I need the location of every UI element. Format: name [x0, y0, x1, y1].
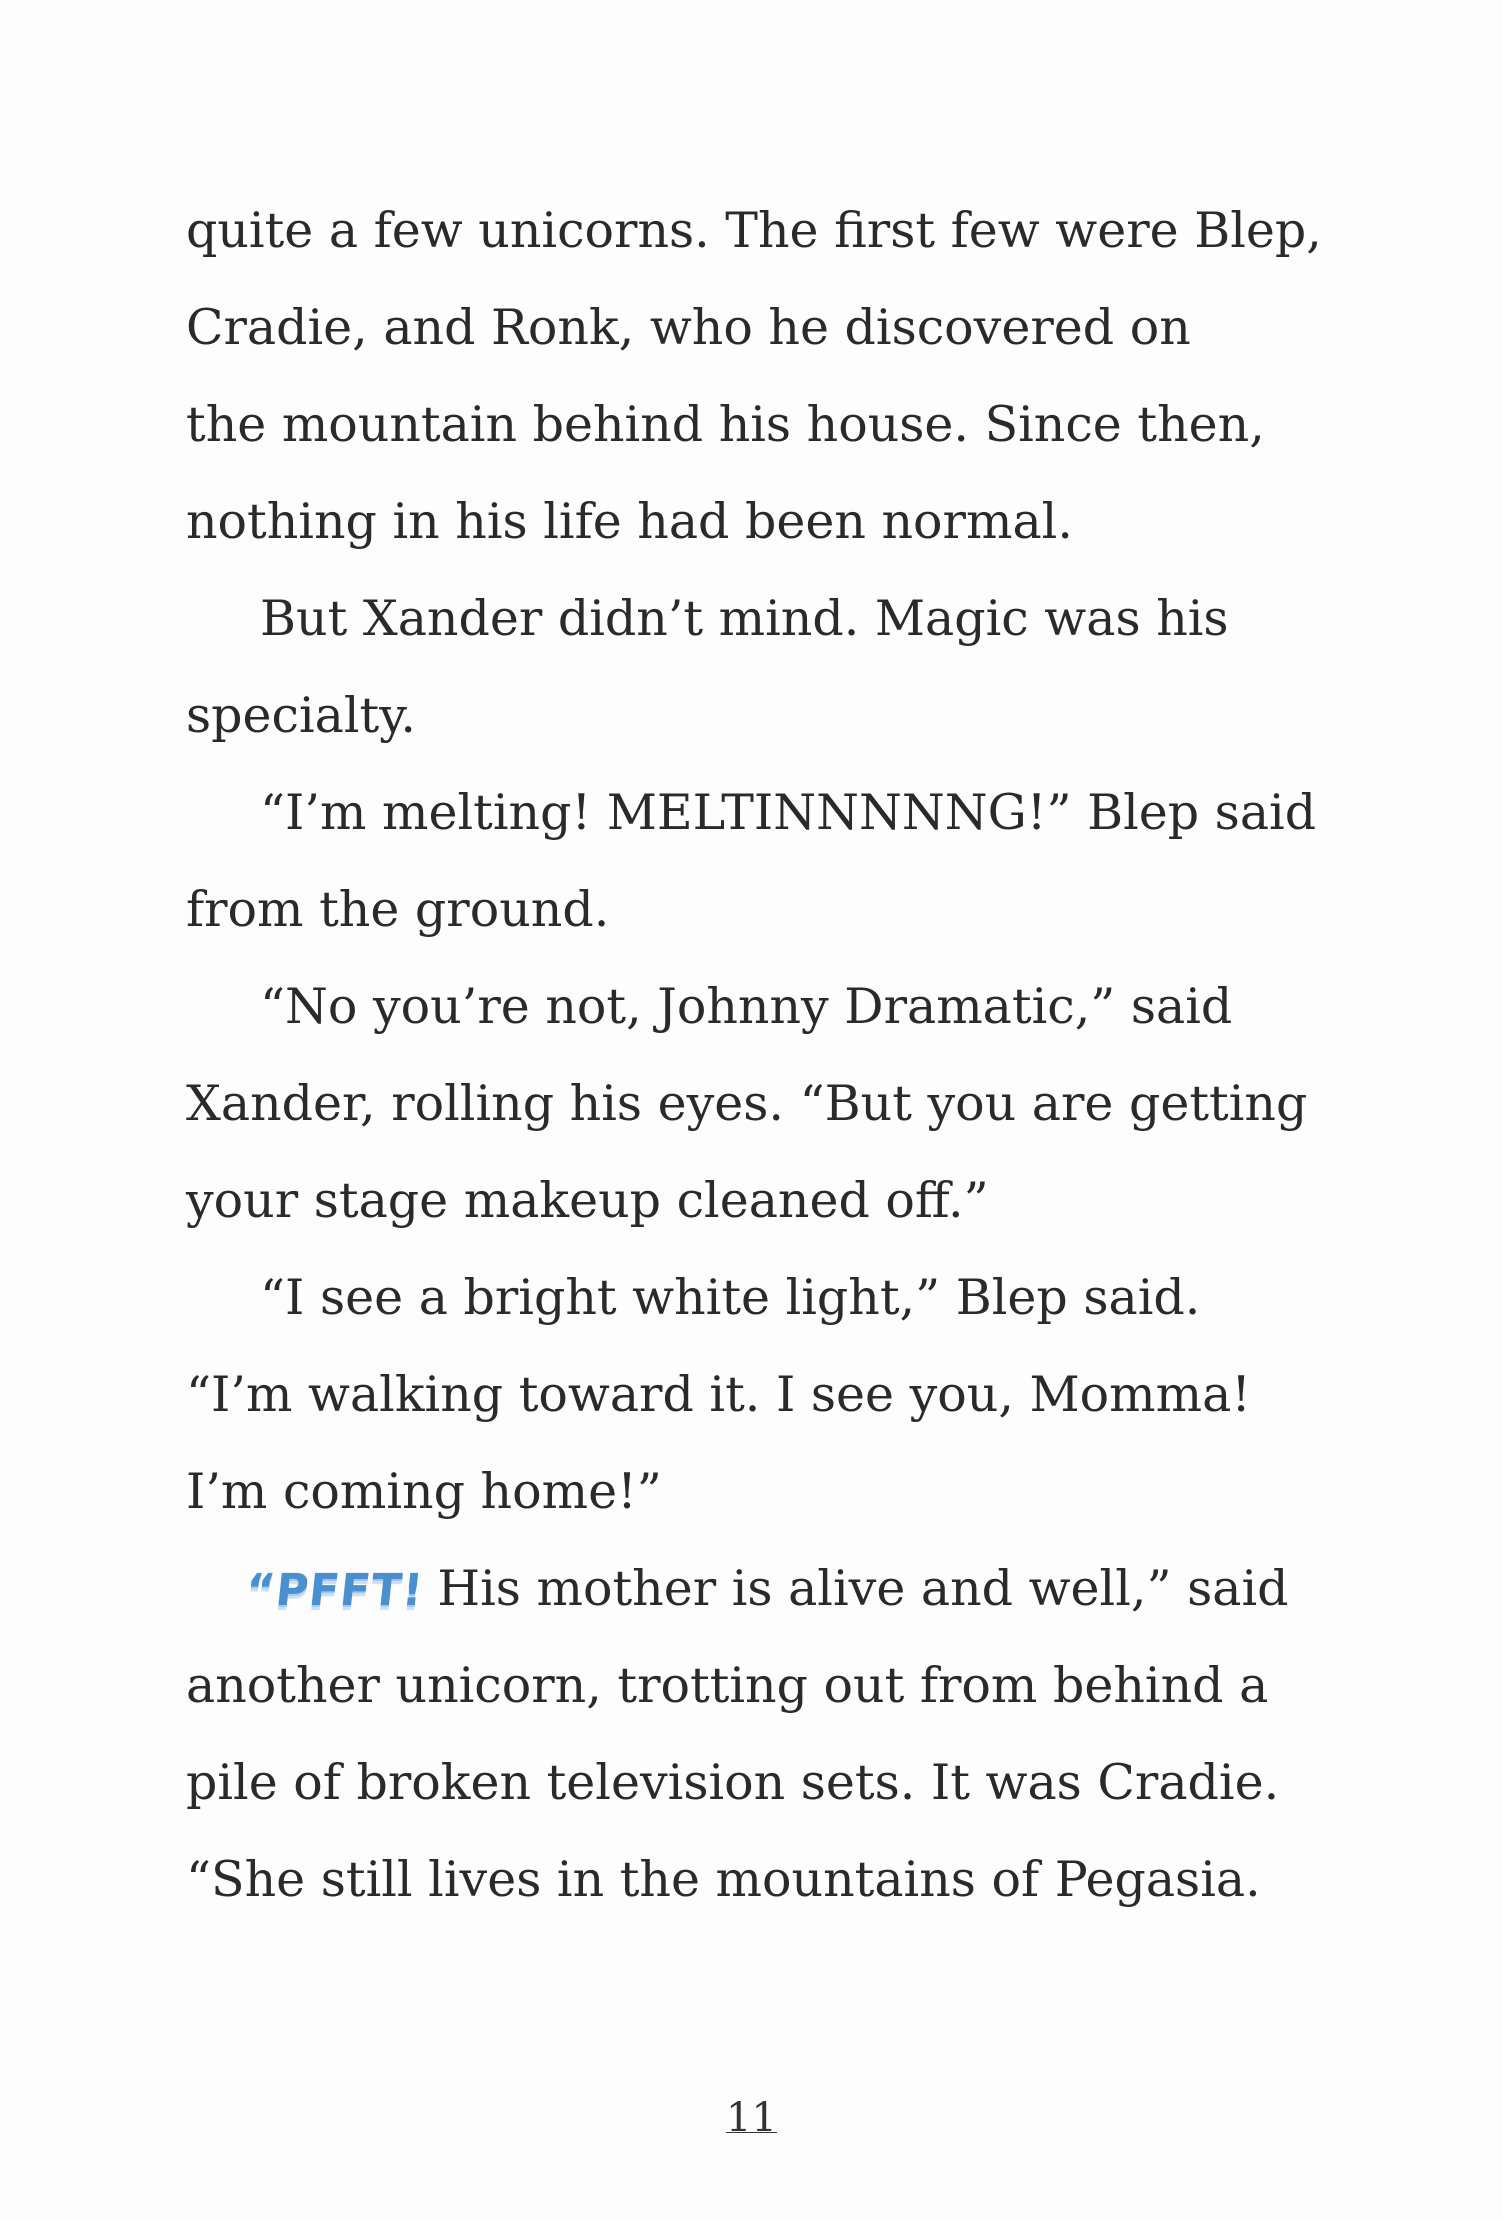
text-line: Cradie, and Ronk, who he discovered on	[186, 299, 1191, 356]
text-line-with-sfx	[186, 1554, 1346, 1651]
text-line: “I’m walking toward it. I see you, Momma!	[186, 1366, 1251, 1423]
text-line: I’m coming home!”	[186, 1463, 662, 1520]
text-line: quite a few unicorns. The first few were Blep,	[186, 202, 1322, 259]
text-line: Xander, rolling his eyes. “But you are getting	[186, 1075, 1308, 1132]
text-line: pile of broken television sets. It was Cradie.	[186, 1754, 1280, 1811]
text-line: nothing in his life had been normal.	[186, 493, 1073, 550]
text-line: specialty.	[186, 687, 416, 744]
text-line: “She still lives in the mountains of Pegasia.	[186, 1851, 1261, 1908]
text-line: But Xander didn’t mind. Magic was his	[260, 590, 1229, 647]
body-text	[186, 196, 1346, 1942]
page-number: 11	[726, 2095, 777, 2141]
text-line: your stage makeup cleaned off.”	[186, 1172, 989, 1229]
sound-effect: “PFFT!	[243, 1565, 427, 1616]
text-line: from the ground.	[186, 881, 610, 938]
text-line: “I see a bright white light,” Blep said.	[260, 1269, 1201, 1326]
text-line: “No you’re not, Johnny Dramatic,” said	[260, 978, 1233, 1035]
text-line: His mother is alive and well,” said	[437, 1560, 1289, 1617]
text-line: the mountain behind his house. Since then,	[186, 396, 1265, 453]
text-line: “I’m melting! MELTINNNNNG!” Blep said	[260, 784, 1317, 841]
text-line: another unicorn, trotting out from behind a	[186, 1657, 1269, 1714]
